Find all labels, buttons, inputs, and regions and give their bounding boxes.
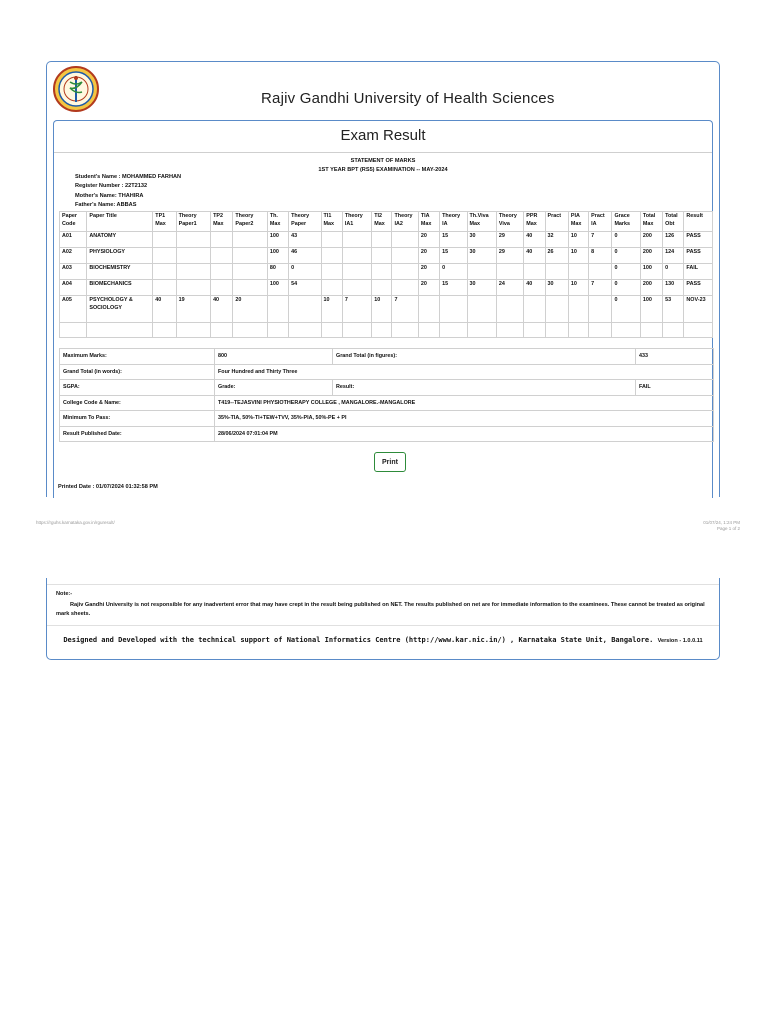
table-cell: 7 xyxy=(392,296,418,323)
table-cell xyxy=(545,296,568,323)
table-cell xyxy=(176,280,210,296)
table-cell: 200 xyxy=(640,248,662,264)
statement-line: STATEMENT OF MARKS xyxy=(350,158,416,164)
college-value: T419--TEJASVINI PHYSIOTHERAPY COLLEGE , MANGALORE.-MANGALORE xyxy=(215,395,714,411)
table-cell xyxy=(568,296,588,323)
grade-inner xyxy=(215,380,332,395)
printed-date: Printed Date : 01/07/2024 01:32:58 PM xyxy=(58,484,158,490)
column-header: Result xyxy=(684,212,713,232)
table-cell: 124 xyxy=(663,248,684,264)
table-cell: 53 xyxy=(663,296,684,323)
table-cell: 20 xyxy=(418,264,439,280)
summary-label: Grand Total (in words): xyxy=(60,364,215,380)
grand-total-figures: 433 xyxy=(636,349,714,365)
table-cell xyxy=(612,323,640,338)
column-header: Paper Code xyxy=(60,212,87,232)
table-row xyxy=(60,248,713,264)
table-cell: BIOCHEMISTRY xyxy=(87,264,153,280)
table-cell: NOV-23 xyxy=(684,296,713,323)
table-cell xyxy=(342,323,371,338)
table-cell: 0 xyxy=(612,232,640,248)
table-cell: 20 xyxy=(233,296,267,323)
table-cell xyxy=(211,232,233,248)
version-text: Version - 1.0.0.11 xyxy=(657,638,703,644)
table-cell: 80 xyxy=(267,264,288,280)
table-cell: 7 xyxy=(589,232,612,248)
table-cell xyxy=(321,264,342,280)
column-header: Theory IA1 xyxy=(342,212,371,232)
table-row xyxy=(60,280,713,296)
column-header: Total Max xyxy=(640,212,662,232)
result-value: FAIL xyxy=(636,380,714,396)
table-cell: 54 xyxy=(289,280,321,296)
table-cell: 10 xyxy=(372,296,392,323)
table-cell: 100 xyxy=(267,280,288,296)
table-cell xyxy=(568,264,588,280)
table-row xyxy=(60,232,713,248)
table-cell xyxy=(342,280,371,296)
summary-label: Minimum To Pass: xyxy=(60,411,215,427)
table-cell xyxy=(392,280,418,296)
table-cell xyxy=(496,296,523,323)
table-cell xyxy=(233,232,267,248)
table-cell: A02 xyxy=(60,248,87,264)
table-cell: 10 xyxy=(321,296,342,323)
table-cell: 40 xyxy=(153,296,176,323)
table-cell xyxy=(176,264,210,280)
table-cell xyxy=(176,248,210,264)
summary-row xyxy=(60,364,714,380)
table-cell: 19 xyxy=(176,296,210,323)
column-header: Theory Viva xyxy=(496,212,523,232)
table-cell xyxy=(392,248,418,264)
column-header: TI1 Max xyxy=(321,212,342,232)
table-cell: 15 xyxy=(440,280,467,296)
max-marks-value: 800 xyxy=(215,349,333,365)
published-date-value: 28/06/2024 07:01:04 PM xyxy=(215,426,714,442)
table-cell: 46 xyxy=(289,248,321,264)
exam-result-panel xyxy=(53,120,713,498)
table-cell xyxy=(289,296,321,323)
table-row xyxy=(60,264,713,280)
table-cell: 15 xyxy=(440,232,467,248)
summary-row xyxy=(60,395,714,411)
table-cell xyxy=(153,323,176,338)
table-cell: 29 xyxy=(496,232,523,248)
table-cell: 20 xyxy=(418,248,439,264)
table-cell: 100 xyxy=(640,296,662,323)
table-cell xyxy=(342,232,371,248)
father-name: Father's Name: ABBAS xyxy=(75,201,137,208)
table-cell xyxy=(153,264,176,280)
mother-name: Mother's Name: THAHIRA xyxy=(75,192,144,199)
column-header: Grace Marks xyxy=(612,212,640,232)
table-cell: 20 xyxy=(418,280,439,296)
table-cell xyxy=(684,323,713,338)
table-cell xyxy=(153,248,176,264)
student-name: Student's Name : MOHAMMED FARHAN xyxy=(75,174,182,180)
table-cell: PHYSIOLOGY xyxy=(87,248,153,264)
table-cell: ANATOMY xyxy=(87,232,153,248)
summary-label: Maximum Marks: xyxy=(60,349,215,365)
note-title: Note:- xyxy=(56,591,73,597)
table-cell xyxy=(321,323,342,338)
table-cell xyxy=(233,280,267,296)
table-cell: PSYCHOLOGY & SOCIOLOGY xyxy=(87,296,153,323)
table-cell: 100 xyxy=(640,264,662,280)
table-cell: 15 xyxy=(440,248,467,264)
result-card xyxy=(46,61,720,497)
table-cell xyxy=(372,264,392,280)
table-cell: 7 xyxy=(589,280,612,296)
table-cell: 40 xyxy=(524,232,545,248)
column-header: Paper Title xyxy=(87,212,153,232)
exam-line: 1ST YEAR BPT (RS5) EXAMINATION -- MAY-2024 xyxy=(318,167,448,173)
table-cell: BIOMECHANICS xyxy=(87,280,153,296)
table-cell xyxy=(233,323,267,338)
column-header: Total Obt xyxy=(663,212,684,232)
table-cell xyxy=(321,248,342,264)
browser-page-info xyxy=(703,520,740,532)
table-cell: A03 xyxy=(60,264,87,280)
table-cell xyxy=(418,323,439,338)
table-cell xyxy=(568,323,588,338)
table-cell: 0 xyxy=(612,280,640,296)
table-cell xyxy=(233,248,267,264)
table-cell xyxy=(640,323,662,338)
table-cell: 0 xyxy=(612,296,640,323)
table-cell: PASS xyxy=(684,248,713,264)
table-cell: 20 xyxy=(418,232,439,248)
summary-row xyxy=(60,411,714,427)
table-cell xyxy=(267,323,288,338)
table-cell xyxy=(153,280,176,296)
table-cell: 0 xyxy=(663,264,684,280)
table-cell xyxy=(545,323,568,338)
column-header: Theory Paper1 xyxy=(176,212,210,232)
column-header: TIA Max xyxy=(418,212,439,232)
summary-table xyxy=(59,348,714,442)
column-header: Theory Paper xyxy=(289,212,321,232)
column-header: TP2 Max xyxy=(211,212,233,232)
university-seal-icon xyxy=(53,66,99,112)
table-cell: 24 xyxy=(496,280,523,296)
table-cell: A05 xyxy=(60,296,87,323)
table-cell xyxy=(496,264,523,280)
table-cell xyxy=(372,248,392,264)
table-header-row xyxy=(60,212,713,232)
table-cell xyxy=(589,323,612,338)
table-cell: FAIL xyxy=(684,264,713,280)
summary-label: Grand Total (in figures): xyxy=(333,349,636,365)
column-header: Theory Paper2 xyxy=(233,212,267,232)
table-cell xyxy=(467,296,496,323)
register-number: Register Number : 22T2132 xyxy=(75,183,148,190)
table-cell: 40 xyxy=(524,248,545,264)
table-cell xyxy=(589,264,612,280)
table-cell xyxy=(321,232,342,248)
summary-label: Result: xyxy=(333,380,636,396)
table-cell xyxy=(467,323,496,338)
table-cell: 130 xyxy=(663,280,684,296)
table-cell xyxy=(663,323,684,338)
table-cell xyxy=(392,264,418,280)
table-cell xyxy=(392,323,418,338)
table-cell xyxy=(321,280,342,296)
table-cell: 26 xyxy=(545,248,568,264)
table-cell xyxy=(372,323,392,338)
table-cell: 40 xyxy=(211,296,233,323)
column-header: PIA Max xyxy=(568,212,588,232)
table-cell xyxy=(233,264,267,280)
summary-label: College Code & Name: xyxy=(60,395,215,411)
minimum-pass-value: 35%-TIA, 50%-TI+TEW+TVV, 35%-PIA, 50%-PE + PI xyxy=(215,411,714,427)
table-cell: PASS xyxy=(684,232,713,248)
table-cell xyxy=(153,232,176,248)
table-cell: 32 xyxy=(545,232,568,248)
table-cell: 30 xyxy=(467,280,496,296)
table-cell: 126 xyxy=(663,232,684,248)
column-header: Theory IA xyxy=(440,212,467,232)
table-cell xyxy=(524,296,545,323)
table-cell: 10 xyxy=(568,232,588,248)
table-cell: 200 xyxy=(640,232,662,248)
table-cell: 7 xyxy=(342,296,371,323)
table-cell: 30 xyxy=(545,280,568,296)
table-cell xyxy=(440,296,467,323)
table-cell: 30 xyxy=(467,248,496,264)
table-cell xyxy=(60,323,87,338)
table-cell xyxy=(524,264,545,280)
column-header: Th. Max xyxy=(267,212,288,232)
table-cell: 100 xyxy=(267,232,288,248)
note-card xyxy=(46,578,720,660)
note-box xyxy=(47,584,719,626)
table-cell xyxy=(87,323,153,338)
grade-cell xyxy=(215,380,333,396)
table-cell xyxy=(289,323,321,338)
column-header: Th.Viva Max xyxy=(467,212,496,232)
table-cell xyxy=(467,264,496,280)
table-cell xyxy=(267,296,288,323)
summary-label: Grade: xyxy=(218,384,236,391)
university-title: Rajiv Gandhi University of Health Sciences xyxy=(261,90,555,107)
summary-row xyxy=(60,349,714,365)
footer-credit xyxy=(47,636,719,644)
table-cell: 30 xyxy=(467,232,496,248)
table-cell: 40 xyxy=(524,280,545,296)
table-cell xyxy=(211,323,233,338)
table-cell: 8 xyxy=(589,248,612,264)
table-cell: 29 xyxy=(496,248,523,264)
table-cell: 43 xyxy=(289,232,321,248)
column-header: Pract xyxy=(545,212,568,232)
table-cell xyxy=(440,323,467,338)
table-cell: 10 xyxy=(568,280,588,296)
summary-label: Result Published Date: xyxy=(60,426,215,442)
table-cell: 0 xyxy=(612,248,640,264)
table-cell xyxy=(211,264,233,280)
table-cell xyxy=(392,232,418,248)
column-header: TP1 Max xyxy=(153,212,176,232)
table-cell xyxy=(372,232,392,248)
table-cell: A04 xyxy=(60,280,87,296)
page-number: Page 1 of 2 xyxy=(716,526,740,531)
table-cell xyxy=(372,280,392,296)
column-header: Theory IA2 xyxy=(392,212,418,232)
column-header: TI2 Max xyxy=(372,212,392,232)
summary-row xyxy=(60,380,714,396)
print-button[interactable]: Print xyxy=(374,452,406,472)
divider xyxy=(54,152,712,153)
marks-table xyxy=(59,211,713,338)
table-cell: 0 xyxy=(289,264,321,280)
summary-label: SGPA: xyxy=(60,380,215,396)
table-cell: 200 xyxy=(640,280,662,296)
table-cell: 100 xyxy=(267,248,288,264)
browser-url: https://rguhs.karnataka.gov.in/rguresult/ xyxy=(36,520,115,525)
table-cell: 0 xyxy=(612,264,640,280)
table-cell xyxy=(342,248,371,264)
grand-total-words: Four Hundred and Thirty Three xyxy=(215,364,714,380)
print-datetime: 01/07/24, 1:24 PM xyxy=(703,520,740,525)
credit-text: Designed and Developed with the technical support of National Informatics Centre (http://www.kar.nic.in/) , Karnataka State Unit, Bangalore. xyxy=(63,636,654,644)
table-cell: 0 xyxy=(440,264,467,280)
table-cell: PASS xyxy=(684,280,713,296)
column-header: Pract IA xyxy=(589,212,612,232)
table-cell xyxy=(524,323,545,338)
student-details xyxy=(75,173,181,210)
table-cell xyxy=(545,264,568,280)
table-cell xyxy=(589,296,612,323)
note-text: Rajiv Gandhi University is not responsible for any inadvertent error that may have crept in the result being published on NET. The results published on net are for immediate information to the examinees. These cannot be treated as original mark sheets. xyxy=(56,602,705,617)
table-row-empty xyxy=(60,323,713,338)
table-cell xyxy=(176,323,210,338)
table-cell xyxy=(211,248,233,264)
column-header: PPR Max xyxy=(524,212,545,232)
table-cell: 10 xyxy=(568,248,588,264)
table-cell xyxy=(418,296,439,323)
table-cell xyxy=(211,280,233,296)
table-row xyxy=(60,296,713,323)
page-title: Exam Result xyxy=(340,127,426,144)
table-cell xyxy=(342,264,371,280)
summary-row xyxy=(60,426,714,442)
table-cell xyxy=(496,323,523,338)
table-cell: A01 xyxy=(60,232,87,248)
table-cell xyxy=(176,232,210,248)
